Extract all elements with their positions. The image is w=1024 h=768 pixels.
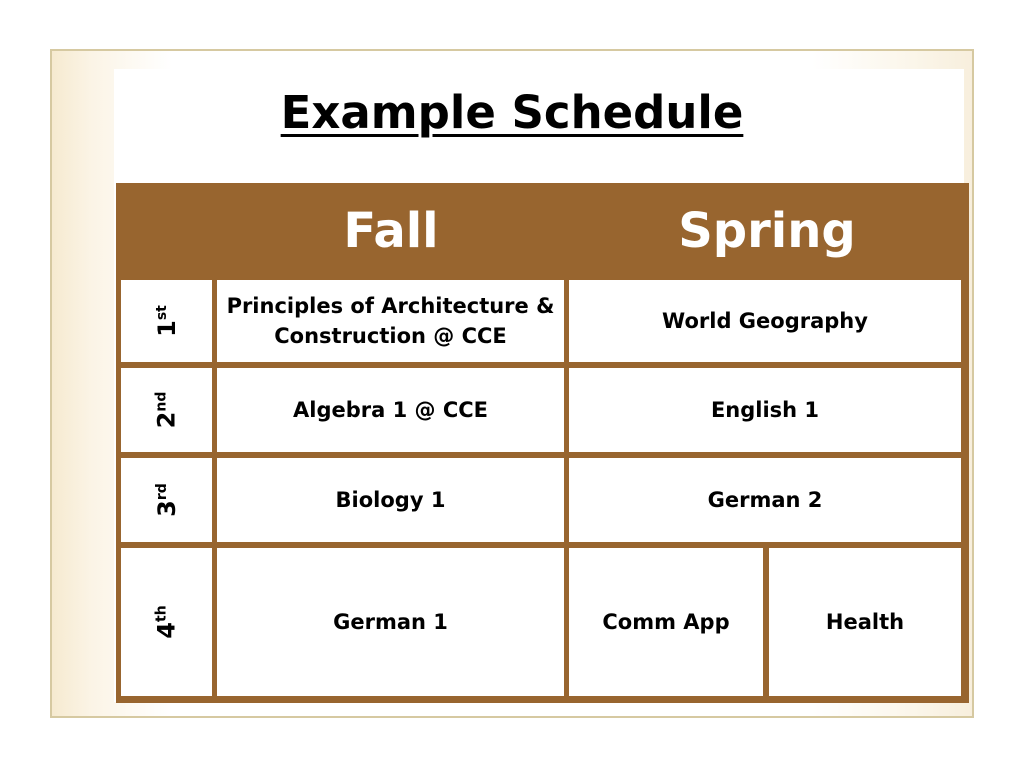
spring-period-1-course: World Geography [569, 280, 961, 362]
spring-period-4-course-a: Comm App [569, 548, 763, 696]
slide-title-text: Example Schedule [280, 86, 744, 139]
period-3-label: 3rd [152, 483, 181, 517]
period-2-cell [121, 368, 212, 452]
period-4-cell [121, 548, 212, 696]
spring-period-3-course: German 2 [569, 458, 961, 542]
spring-period-4-course-b: Health [769, 548, 961, 696]
spring-period-2-course: English 1 [569, 368, 961, 452]
header-spring: Spring [678, 203, 856, 259]
fall-period-4-course: German 1 [217, 548, 564, 696]
period-1-cell [121, 280, 212, 362]
period-1-label: 1st [152, 305, 181, 337]
fall-period-3-course: Biology 1 [217, 458, 564, 542]
period-2-label: 2nd [152, 391, 181, 429]
period-4-label: 4th [152, 605, 181, 639]
period-3-cell [121, 458, 212, 542]
slide-title [0, 86, 1024, 139]
fall-period-1-course: Principles of Architecture & Construction @ CCE [217, 280, 564, 362]
fall-period-2-course: Algebra 1 @ CCE [217, 368, 564, 452]
header-fall: Fall [343, 203, 439, 259]
